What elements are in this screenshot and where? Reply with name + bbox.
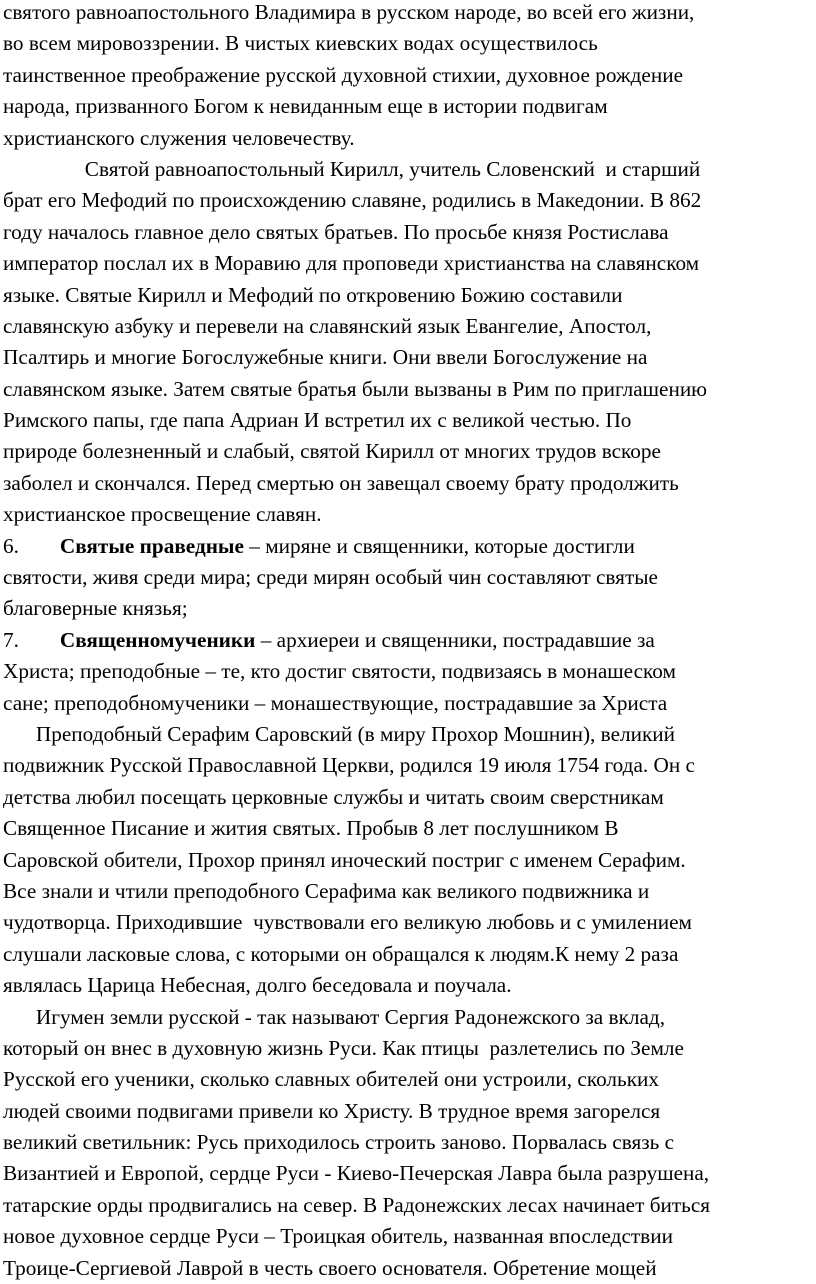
text-line: Все знали и чтили преподобного Серафима как великого подвижника и <box>3 878 650 903</box>
text-line: языке. Святые Кирилл и Мефодий по откровению Божию составили <box>3 282 623 307</box>
list-item-text: – архиереи и священники, пострадавшие за <box>255 627 655 652</box>
text-line: таинственное преображение русской духовной стихии, духовное рождение <box>3 62 683 87</box>
list-item-text: – миряне и священники, которые достигли <box>243 533 635 558</box>
text-line: году началось главное дело святых братьев. По просьбе князя Ростислава <box>3 219 669 244</box>
text-line: подвижник Русской Православной Церкви, родился 19 июля 1754 года. Он с <box>3 753 695 778</box>
text-line: славянскую азбуку и перевели на славянский язык Евангелие, Апостол, <box>3 313 652 338</box>
text-line: святости, живя среди мира; среди мирян особый чин составляют святые <box>3 565 658 590</box>
text-line: Христа; преподобные – те, кто достиг святости, подвизаясь в монашеском <box>3 659 676 684</box>
text-line: святого равноапостольного Владимира в русском народе, во всей его жизни, <box>3 0 695 24</box>
text-line: новое духовное сердце Руси – Троицкая обитель, названная впоследствии <box>3 1224 673 1249</box>
text-line: Русской его ученики, сколько славных обителей они устроили, скольких <box>3 1067 660 1092</box>
text-line: Святой равноапостольный Кирилл, учитель Словенский и старший <box>84 156 701 181</box>
text-line: христианское просвещение славян. <box>3 502 322 527</box>
text-line: брат его Мефодий по происхождению славяне, родились в Македонии. В 862 <box>3 188 702 213</box>
text-line: детства любил посещать церковные службы и читать своим сверстникам <box>3 784 664 809</box>
text-line: Римского папы, где папа Адриан И встретил их с великой честью. По <box>3 408 632 433</box>
text-line: чудотворца. Приходившие чувствовали его великую любовь и с умилением <box>3 910 692 935</box>
text-line: Саровской обители, Прохор принял иноческий постриг с именем Серафим. <box>3 847 686 872</box>
cyril-methodius-first-line <box>3 154 813 185</box>
text-line: заболел и скончался. Перед смертью он завещал своему брату продолжить <box>3 470 679 495</box>
text-line: народа, призванного Богом к невиданным еще в истории подвигам <box>3 94 608 119</box>
text-line: татарские орды продвигались на север. В Радонежских лесах начинает биться <box>3 1192 711 1217</box>
text-line: благоверные князья; <box>3 596 188 621</box>
seraphim-first-line <box>3 719 813 750</box>
text-line: Псалтирь и многие Богослужебные книги. Они ввели Богослужение на <box>3 345 648 370</box>
text-line: который он внес в духовную жизнь Руси. Как птицы разлетелись по Земле <box>3 1035 684 1060</box>
list-item-6 <box>3 531 813 562</box>
text-line: Преподобный Серафим Саровский (в миру Прохор Мошнин), великий <box>35 721 676 746</box>
text-line: являлась Царица Небесная, долго беседовала и поучала. <box>3 973 512 998</box>
text-line: людей своими подвигами привели ко Христу. В трудное время загорелся <box>3 1098 661 1123</box>
list-item-7 <box>3 625 813 656</box>
list-item-number: 7. <box>3 627 19 652</box>
text-line: Троице-Сергиевой Лаврой в честь своего основателя. Обретение мощей <box>3 1255 657 1280</box>
text-line: слушали ласковые слова, с которыми он обращался к людям.К нему 2 раза <box>3 941 679 966</box>
list-item-term: Святые праведные <box>59 533 244 558</box>
list-item-number: 6. <box>3 533 19 558</box>
list-item-term: Священномученики <box>59 627 256 652</box>
text-line: славянском языке. Затем святые братья были вызваны в Рим по приглашению <box>3 376 708 401</box>
document-text <box>3 0 815 1284</box>
text-line: Игумен земли русской - так называют Сергия Радонежского за вклад, <box>35 1004 666 1029</box>
text-line: великий светильник: Русь приходилось строить заново. Порвалась связь с <box>3 1130 675 1155</box>
text-line: император послал их в Моравию для проповеди христианства на славянском <box>3 251 700 276</box>
text-line: христианского служения человечеству. <box>3 125 355 150</box>
text-line: сане; преподобномученики – монашествующие, пострадавшие за Христа <box>3 690 668 715</box>
text-line: Священное Писание и жития святых. Пробыв 8 лет послушником В <box>3 816 619 841</box>
sergius-first-line <box>3 1002 813 1033</box>
text-line: во всем мировоззрении. В чистых киевских водах осуществилось <box>3 31 598 56</box>
text-line: природе болезненный и слабый, святой Кирилл от многих трудов вскоре <box>3 439 661 464</box>
text-line: Византией и Европой, сердце Руси - Киево-Печерская Лавра была разрушена, <box>3 1161 710 1186</box>
